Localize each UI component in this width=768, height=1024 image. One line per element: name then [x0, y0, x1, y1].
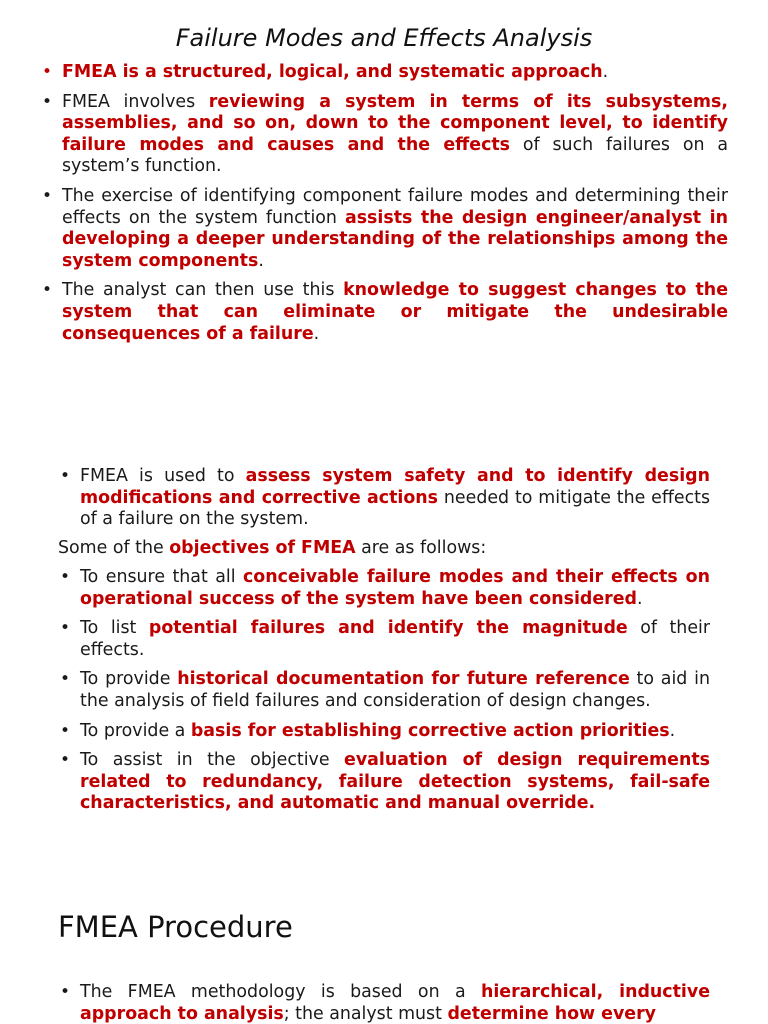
bullet-item: [40, 62, 728, 84]
highlighted-text: evaluation of design requirements related to redundancy, failure detection systems, fail-safe characteristics, and automatic and manual override.: [80, 750, 710, 814]
highlighted-text: reviewing a system in terms of its subsystems, assemblies, and so on, down to the component level, to identify failure modes and causes and the effects: [62, 91, 728, 155]
bullet-item: [40, 280, 728, 345]
bullet-item: [58, 466, 710, 531]
bullet-dot-icon: •: [42, 280, 53, 301]
body-text: .: [313, 323, 320, 344]
bullet-item: [40, 92, 728, 178]
bullet-dot-icon: •: [42, 91, 53, 112]
bullet-item: [40, 186, 728, 272]
bullet-list-usage: [58, 466, 710, 539]
bullet-dot-icon: •: [42, 185, 53, 206]
bullet-item: [58, 669, 710, 712]
body-text: The analyst can then use this: [62, 280, 344, 301]
body-text: Some of the: [58, 538, 170, 558]
highlighted-text: hierarchical, inductive approach to analysis: [80, 982, 710, 1024]
highlighted-text: knowledge to suggest changes to the system that can eliminate or mitigate the undesirable consequences of a failure: [62, 280, 728, 344]
bullet-dot-icon: •: [60, 669, 71, 690]
highlighted-text: determine how every: [447, 1003, 656, 1024]
bullet-list-objectives: [58, 567, 710, 823]
bullet-dot-icon: •: [60, 466, 71, 486]
bullet-item: [58, 750, 710, 815]
highlighted-text: objectives of FMEA: [169, 538, 356, 558]
body-text: FMEA involves: [62, 91, 209, 112]
body-text: of their effects.: [80, 618, 711, 660]
bullet-dot-icon: •: [60, 618, 71, 639]
slide-fmea-objectives: [0, 440, 768, 880]
highlighted-text: historical documentation for future reference: [177, 669, 630, 690]
highlighted-text: basis for establishing corrective action priorities: [190, 720, 670, 741]
bullet-list: [58, 982, 710, 1024]
highlighted-text: assists the design engineer/analyst in developing a deeper understanding of the relationships among the system components: [62, 207, 728, 271]
body-text: ; the analyst must: [283, 1003, 448, 1024]
highlighted-text: potential failures and identify the magnitude: [148, 618, 628, 639]
body-text: To provide a: [80, 720, 191, 741]
bullet-list: [40, 62, 728, 353]
body-text: FMEA is used to: [80, 466, 246, 486]
body-text: to aid in the analysis of field failures and consideration of design changes.: [80, 669, 710, 711]
slide-fmea-procedure: [0, 890, 768, 1024]
body-text: of such failures on a system’s function.: [62, 134, 728, 177]
body-text: To list: [80, 618, 149, 639]
bullet-dot-icon: •: [60, 720, 71, 741]
body-text: .: [636, 588, 643, 609]
highlighted-text: FMEA is a structured, logical, and systematic approach: [62, 62, 603, 82]
bullet-item: [58, 567, 710, 610]
body-text: needed to mitigate the effects of a failure on the system.: [80, 487, 711, 530]
slide-fmea-intro: [0, 0, 768, 420]
body-text: To provide: [80, 669, 178, 690]
body-text: are as follows:: [355, 538, 487, 558]
body-text: .: [602, 62, 609, 82]
body-text: .: [258, 250, 264, 271]
body-text: The exercise of identifying component failure modes and determining their effects on the system function: [62, 185, 728, 228]
bullet-dot-icon: •: [60, 750, 71, 771]
bullet-item: [58, 618, 710, 661]
highlighted-text: conceivable failure modes and their effects on operational success of the system have been considered: [80, 567, 711, 609]
bullet-dot-icon: •: [42, 62, 53, 82]
slide-title: FMEA Procedure: [58, 910, 293, 944]
objectives-intro-line: [58, 538, 486, 560]
bullet-item: [58, 721, 710, 743]
bullet-dot-icon: •: [60, 982, 71, 1002]
slide-title: Failure Modes and Effects Analysis: [175, 24, 593, 52]
bullet-item: [58, 982, 710, 1024]
highlighted-text: assess system safety and to identify design modifications and corrective actions: [80, 466, 710, 508]
body-text: The FMEA methodology is based on a: [80, 982, 481, 1002]
body-text: To ensure that all: [80, 567, 243, 587]
bullet-dot-icon: •: [60, 567, 71, 587]
body-text: To assist in the objective: [80, 750, 345, 771]
body-text: .: [669, 720, 676, 741]
